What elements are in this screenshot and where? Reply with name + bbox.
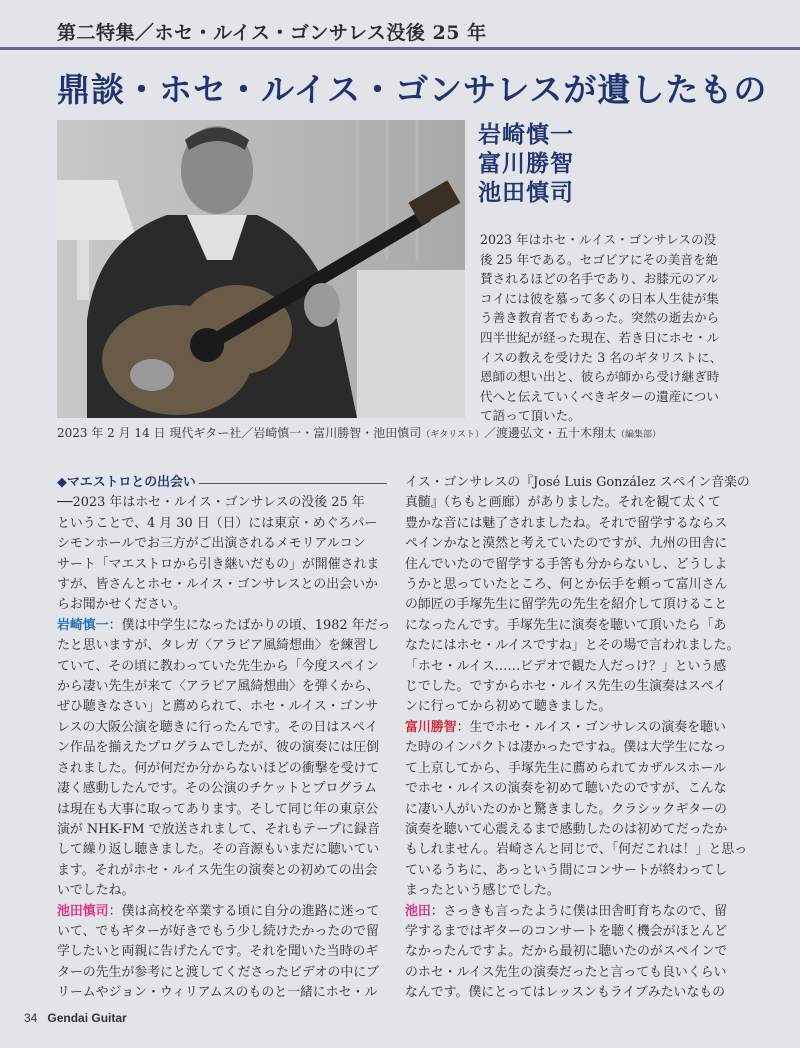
body-line [57, 575, 387, 595]
body-line [57, 983, 387, 1003]
body-line [57, 677, 387, 697]
body-line [57, 800, 387, 820]
body-text: ：僕は中学生になったばかりの頃、1982 年だっ [108, 617, 391, 633]
speaker-name: 富川勝智 [405, 719, 457, 735]
body-line [405, 963, 747, 983]
body-line [57, 718, 387, 738]
body-text: の師匠の手塚先生に留学先の先生を紹介して頂けること [405, 597, 728, 613]
caption-role: （編集部） [615, 430, 661, 440]
body-text: 「ホセ・ルイス……ビデオで観た人だっけ？」という感 [405, 658, 727, 674]
body-text: から凄い先生が来て〈アラビア風綺想曲〉を弾くから、 [57, 679, 380, 695]
magazine-name: Gendai Guitar [47, 1011, 127, 1025]
body-line [405, 759, 747, 779]
body-line [405, 697, 747, 717]
body-text: でホセ・ルイスの演奏を初めて聴いたのですが、こんな [405, 781, 727, 797]
section-heading-text: ◆マエストロとの出会い [57, 475, 196, 490]
speaker-name: 池田慎司 [57, 903, 109, 919]
lead-line: コイには彼を慕って多くの日本人生徒が集 [480, 290, 719, 306]
body-text: た時のインパクトは凄かったですね。僕は大学生になっ [405, 740, 727, 756]
body-line [405, 575, 747, 595]
body-line [57, 534, 387, 554]
body-text: されました。何が何だか分からないほどの衝撃を受けて [57, 760, 380, 776]
body-text: 演が NHK-FM で放送されまして、それもテープに録音 [57, 821, 380, 837]
body-line [405, 616, 747, 636]
body-line [405, 820, 747, 840]
page-number: 34 [24, 1011, 38, 1025]
speaker-name: 岩崎慎一 [57, 617, 109, 633]
body-line [57, 779, 387, 799]
body-line [405, 534, 747, 554]
header-divider [0, 47, 800, 50]
body-text: に凄い人がいたのかと驚きました。クラシックギターの [405, 801, 727, 817]
body-text: いでしたね。 [57, 883, 135, 899]
caption-staff: ／渡邊弘文・五十木翔太 [483, 426, 616, 440]
body-line [405, 718, 747, 738]
body-text: になったんです。手塚先生に演奏を聴いて頂いたら「あ [405, 617, 727, 633]
body-text: 演奏を聴いて心震えるまで感動したのは初めてだったか [405, 821, 728, 837]
lead-line: 代へと伝えていくべきギターの遺産につい [480, 388, 719, 404]
body-text: ぜひ聴きなさい」と薦められて、ホセ・ルイス・ゴンサ [57, 699, 379, 715]
body-line [57, 555, 387, 575]
body-line [57, 902, 387, 922]
body-line [405, 881, 747, 901]
lead-line: 後 25 年である。セゴビアにその美音を絶 [480, 251, 719, 267]
heading-rule [199, 483, 387, 484]
body-text: すが、皆さんとホセ・ルイス・ゴンサレスとの出会いか [57, 577, 378, 593]
body-text: なんです。僕にとってはレッスンもライブみたいなもの [405, 985, 726, 1001]
article-lead [480, 230, 748, 426]
body-column-left [57, 473, 391, 1004]
body-text: もしれません。岩崎さんと同じで、「何だこれは！」と思っ [405, 842, 748, 858]
body-line [405, 738, 747, 758]
body-line [57, 697, 387, 717]
body-line [405, 983, 747, 1003]
body-text: 住んでいたので留学する手筈も分からないし、どうしよ [405, 556, 728, 572]
body-line [57, 636, 387, 656]
lead-line: 2023 年はホセ・ルイス・ゴンサレスの没 [480, 232, 717, 247]
body-line [57, 616, 391, 636]
caption-date-participants: 2023 年 2 月 14 日 現代ギター社／岩崎慎一・富川勝智・池田慎司 [57, 426, 422, 440]
body-line [405, 902, 747, 922]
body-text: いて、でもギターが好きでもう少し続けたかったので留 [57, 923, 379, 939]
interview-caption [57, 424, 661, 441]
body-text: ていて、その頃に教わっていた先生から「今度スペイン [57, 658, 379, 674]
guitarist-photo [57, 120, 465, 418]
body-text: じでした。ですからホセ・ルイス先生の生演奏はスペイ [405, 679, 727, 695]
participant-name: 池田慎司 [478, 179, 574, 206]
body-line [405, 779, 747, 799]
body-text: ます。それがホセ・ルイス先生の演奏との初めての出会 [57, 862, 378, 878]
body-text: シモンホールでお三方がご出演されるメモリアルコン [57, 536, 366, 552]
body-text: ：さっきも言ったように僕は田舎町育ちなので、留 [430, 903, 728, 919]
body-line [57, 657, 387, 677]
body-line [57, 759, 387, 779]
body-text: ンに行ってから初めて聴きました。 [405, 699, 612, 715]
article-title: 鼎談・ホセ・ルイス・ゴンサレスが遺したもの [57, 70, 768, 109]
body-text: たと思いますが、タレガ〈アラビア風綺想曲〉を練習し [57, 638, 380, 654]
body-text: らお聞かせください。 [57, 597, 186, 613]
speaker-name: 池田 [405, 903, 431, 919]
body-line [57, 963, 387, 983]
body-text: イス・ゴンサレスの『José Luis González スペイン音楽の [405, 475, 750, 490]
participant-name: 岩崎慎一 [478, 121, 574, 148]
body-text: なかったんですよ。だから最初に聴いたのがスペインで [405, 944, 728, 960]
body-text: 学するまではギターのコンサートを聴く機会がほとんど [405, 923, 728, 939]
section-heading [57, 473, 387, 493]
body-text: うかと思っていたところ、何とか伝手を頼って富川さん [405, 577, 728, 593]
section-kicker: 第二特集／ホセ・ルイス・ゴンサレス没後 25 年 [57, 22, 487, 44]
body-line [57, 840, 387, 860]
participant-name: 富川勝智 [478, 150, 574, 177]
body-text: ：生でホセ・ルイス・ゴンサレスの演奏を聴い [456, 719, 726, 735]
body-line [57, 738, 387, 758]
body-text: ということで、4 月 30 日（日）には東京・めぐろパー [57, 515, 378, 531]
body-line [405, 493, 747, 513]
body-text: 豊かな音には魅了されましたね。それで留学するならス [405, 515, 728, 531]
body-text: のホセ・ルイス先生の演奏だったと言っても良いくらい [405, 964, 727, 980]
body-line [405, 942, 747, 962]
body-text: リームやジョン・ウィリアムスのものと一緒にホセ・ル [57, 985, 378, 1001]
participant-names [478, 120, 574, 207]
body-line [57, 861, 387, 881]
body-text: サート「マエストロから引き継いだもの」が開催されま [57, 556, 380, 572]
body-line [57, 942, 387, 962]
body-text: ──2023 年はホセ・ルイス・ゴンサレスの没後 25 年 [57, 495, 365, 511]
body-text: ているうちに、あっという間にコンサートが終わってし [405, 862, 728, 878]
body-text: ン作品を揃えたプログラムでしたが、彼の演奏には圧倒 [57, 740, 380, 756]
body-line [405, 514, 747, 534]
body-line [57, 881, 387, 901]
body-text: 学したいと両親に告げたんです。それを聞いた当時のギ [57, 944, 379, 960]
body-line [405, 861, 747, 881]
lead-line: 賛されるほどの名手であり、お膝元のアル [480, 271, 719, 287]
body-text: ターの先生が参考にと渡してくださったビデオの中にブ [57, 964, 380, 980]
body-line [405, 636, 747, 656]
body-line [405, 840, 747, 860]
lead-line: イスの教えを受けた 3 名のギタリストに、 [480, 349, 723, 365]
body-text: して繰り返し聴きました。その音源もいまだに聴いてい [57, 842, 380, 858]
body-line [405, 800, 747, 820]
body-text: まったという感じでした。 [405, 883, 560, 899]
body-line [405, 473, 750, 493]
lead-line: 四半世紀が経った現在、若き日にホセ・ル [480, 329, 720, 345]
body-line [405, 677, 747, 697]
body-text: は現在も大事に取ってあります。そして同じ年の東京公 [57, 801, 379, 817]
body-text: ：僕は高校を卒業する頃に自分の進路に迷って [108, 903, 380, 919]
body-line [57, 595, 387, 615]
page-footer [24, 1011, 127, 1025]
body-line [57, 514, 387, 534]
lead-line: て語って頂いた。 [480, 408, 581, 424]
body-line [405, 555, 747, 575]
body-text: 真髄』（ちもと画廊）がありました。それを観て太くて [405, 495, 721, 511]
body-text: て上京してから、手塚先生に薦められてカザルスホール [405, 760, 726, 776]
body-text: ペインかなと漠然と考えていたのですが、九州の田舎に [405, 536, 728, 552]
body-text: なたにはホセ・ルイスですね」とその場で言われました。 [405, 638, 740, 654]
body-line [405, 657, 747, 677]
body-line [57, 922, 387, 942]
body-line [57, 493, 387, 513]
body-line [405, 595, 747, 615]
lead-line: 恩師の想い出と、彼らが師から受け継ぎ時 [480, 369, 720, 385]
caption-role: （ギタリスト） [421, 430, 484, 440]
body-line [57, 820, 387, 840]
body-line [405, 922, 747, 942]
body-column-right [405, 473, 750, 1004]
lead-line: う善き教育者でもあった。突然の逝去から [480, 310, 720, 326]
body-text: 凄く感動したんです。その公演のチケットとプログラム [57, 781, 377, 797]
body-text: レスの大阪公演を聴きに行ったんです。その日はスペイ [57, 719, 378, 735]
